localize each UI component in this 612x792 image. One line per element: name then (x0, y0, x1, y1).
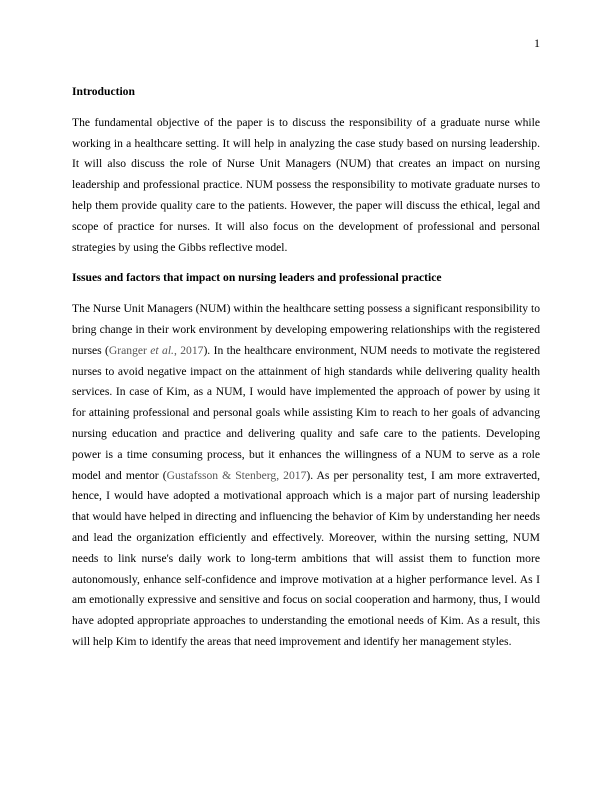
citation-year: , 2017 (173, 343, 204, 357)
citation-granger[interactable] (109, 344, 204, 357)
introduction-paragraph: The fundamental objective of the paper is to discuss the responsibility of a graduate nurse while working in a healthcare setting. It will help in analyzing the case study based on nursing leadership. It will also discuss the role of Nurse Unit Managers (NUM) that creates an impact on nursing leadership and professional practice. NUM possess the responsibility to motivate graduate nurses to help them provide quality care to the patients. However, the paper will discuss the ethical, legal and scope of practice for nurses. It will also focus on the development of professional and personal strategies by using the Gibbs reflective model. (72, 115, 540, 254)
page-number: 1 (534, 36, 540, 50)
citation-author: Granger (108, 343, 151, 357)
paragraph-text: The Nurse Unit Managers (NUM) within the healthcare setting possess a significant responsibility to bring change in their work environment by developing empowering relationships with the registered nurses ( (72, 302, 540, 357)
citation-gustafsson[interactable]: Gustafsson & Stenberg, 2017 (166, 468, 307, 482)
section-heading-issues: Issues and factors that impact on nursing leaders and professional practice (72, 271, 442, 285)
section-heading-introduction: Introduction (72, 85, 135, 98)
citation-et-al: et al. (150, 343, 174, 357)
document-body (72, 82, 540, 663)
issues-paragraph (72, 299, 540, 653)
paragraph-text: ). In the healthcare environment, NUM needs to motivate the registered nurses to avoid negative impact on the attainment of high standards while delivering quality health services. In case of Kim, as a NUM, I would have implemented the approach of power by using it for attaining professional and personal goals while assisting Kim to reach to her goals of advancing nursing education and practice and delivering quality and safe care to the patients. Developing power is a time consuming process, but it enhances the willingness of a NUM to serve as a role model and mentor ( (72, 343, 540, 482)
paragraph-text: ). As per personality test, I am more extraverted, hence, I would have adopted a motivational approach which is a major part of nursing leadership that would have helped in directing and influencing the behavior of Kim by understanding her needs and lead the organization efficiently and effectively. Moreover, within the nursing setting, NUM needs to link nurse's daily work to long-term ambitions that will assist them to function more autonomously, enhance self-confidence and improve motivation at a higher performance level. As I am emotionally expressive and sensitive and focus on social cooperation and harmony, thus, I would have adopted appropriate approaches to understanding the emotional needs of Kim. As a result, this will help Kim to identify the areas that need improvement and identify her management styles. (72, 468, 540, 648)
